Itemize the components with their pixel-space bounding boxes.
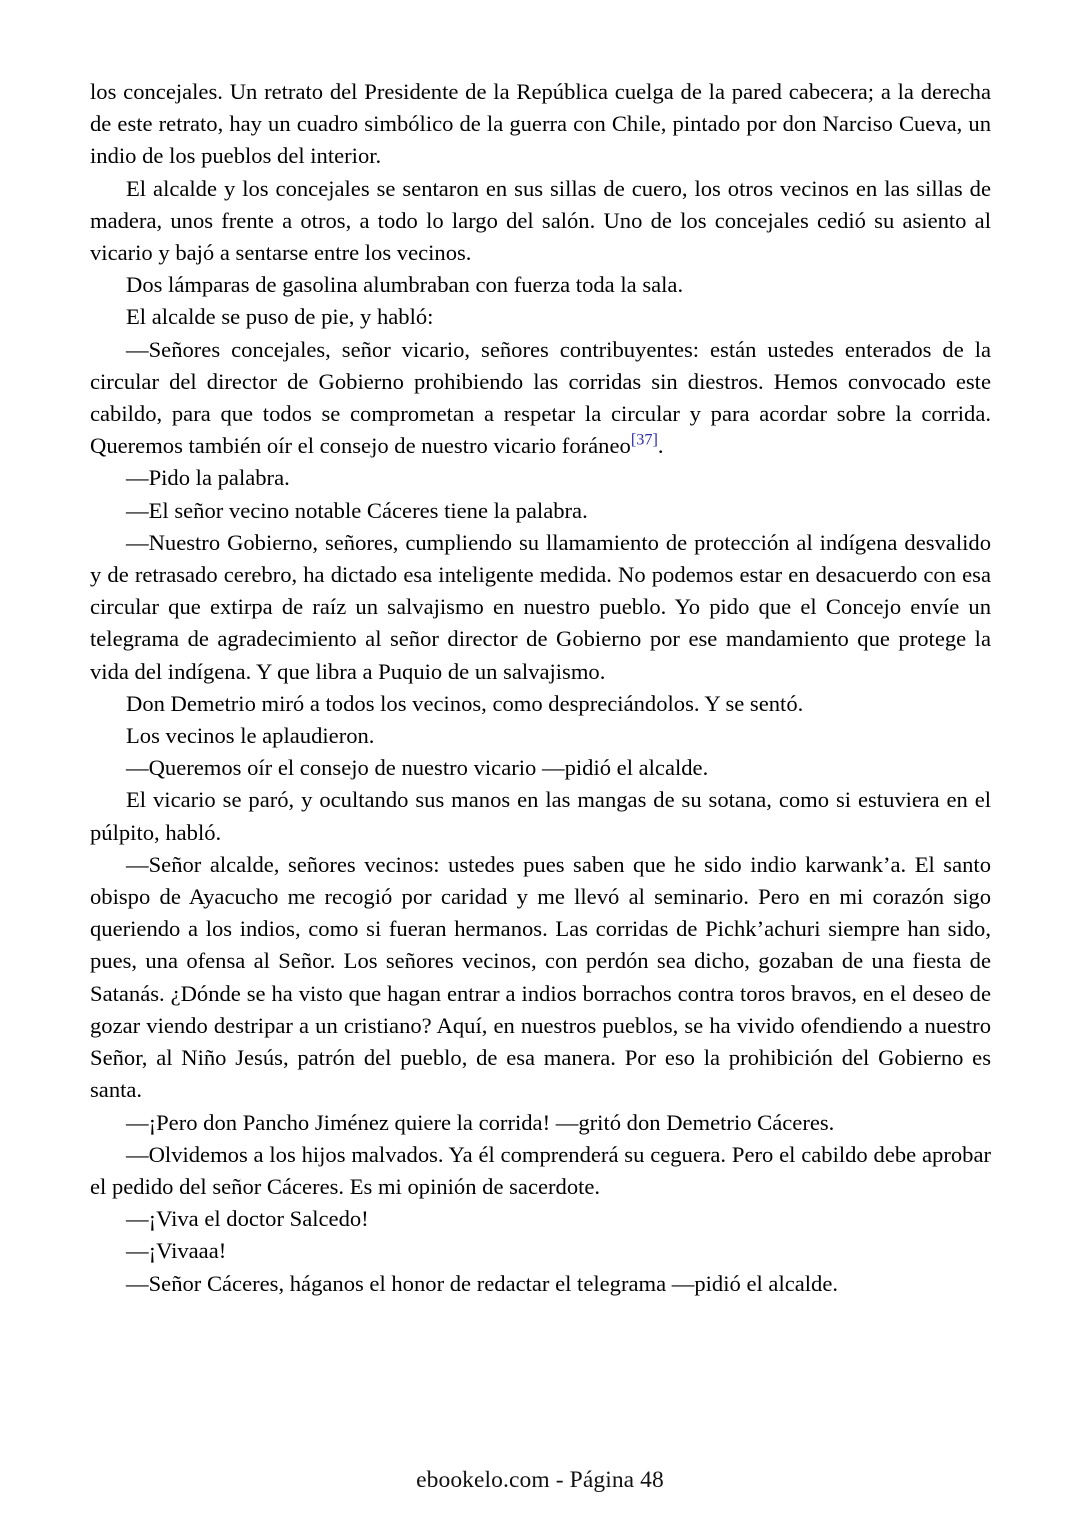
paragraph-text-tail: .: [657, 433, 664, 459]
paragraph: Dos lámparas de gasolina alumbraban con fuerza toda la sala.: [126, 272, 684, 298]
dialogue-line: —¡Pero don Pancho Jiménez quiere la corrida! —gritó don Demetrio Cáceres.: [126, 1109, 835, 1135]
dialogue-line: —Queremos oír el consejo de nuestro vicario —pidió el alcalde.: [126, 755, 709, 781]
dialogue-paragraph: —Señor alcalde, señores vecinos: ustedes pues saben que he sido indio karwank’a. El santo obispo de Ayacucho me recogió por caridad y me llevó al seminario. Pero en mi corazón sigo queriendo a los indios, como si fueran hermanos. Las corridas de Pichk’achuri siempre han sido, pues, una ofensa al Señor. Los señores vecinos, con perdón sea dicho, gozaban de una fiesta de Satanás. ¿Dónde se ha visto que hagan entrar a indios borrachos contra toros bravos, en el deseo de gozar viendo destripar a un cristiano? Aquí, en nuestros pueblos, se ha vivido ofendiendo a nuestro Señor, al Niño Jesús, patrón del pueblo, de esa manera. Por eso la prohibición del Gobierno es santa.: [90, 851, 991, 1103]
paragraph: El alcalde y los concejales se sentaron en sus sillas de cuero, los otros vecinos en las sillas de madera, unos frente a otros, a todo lo largo del salón. Uno de los concejales cedió su asiento al vicario y bajó a sentarse entre los vecinos.: [90, 175, 991, 266]
paragraph: El alcalde se puso de pie, y habló:: [126, 304, 434, 330]
dialogue-paragraph: —Nuestro Gobierno, señores, cumpliendo su llamamiento de protección al indígena desvalido y de retrasado cerebro, ha dictado esa inteligente medida. No podemos estar en desacuerdo con esa circular que extirpa de raíz un salvajismo en nuestro pueblo. Yo pido que el Concejo envíe un telegrama de agradecimiento al señor director de Gobierno por ese mandamiento que protege la vida del indígena. Y que libra a Puquio de un salvajismo.: [90, 529, 991, 684]
dialogue-line: —¡Viva el doctor Salcedo!: [126, 1206, 369, 1232]
paragraph: Don Demetrio miró a todos los vecinos, como despreciándolos. Y se sentó.: [126, 690, 804, 716]
page-footer-text: ebookelo.com - Página 48: [416, 1467, 664, 1493]
dialogue-paragraph: —Olvidemos a los hijos malvados. Ya él comprenderá su ceguera. Pero el cabildo debe aprobar el pedido del señor Cáceres. Es mi opinión de sacerdote.: [90, 1141, 991, 1199]
dialogue-line: —¡Vivaaa!: [126, 1238, 227, 1264]
paragraph-with-footnote: [90, 334, 991, 463]
paragraph-text: —Señores concejales, señor vicario, señores contribuyentes: están ustedes enterados de la circular del director de Gobierno prohibiendo las corridas sin diestros. Hemos convocado este cabildo, para que todos se comprometan a respetar la circular y para acordar sobre la corrida. Queremos también oír el consejo de nuestro vicario foráneo: [90, 336, 991, 459]
dialogue-line: —Pido la palabra.: [126, 465, 290, 491]
page-text-column: [90, 76, 991, 1300]
dialogue-line: —El señor vecino notable Cáceres tiene la palabra.: [126, 497, 588, 523]
paragraph: Los vecinos le aplaudieron.: [126, 723, 375, 749]
footnote-reference-link[interactable]: [37]: [630, 430, 658, 449]
dialogue-line: —Señor Cáceres, háganos el honor de redactar el telegrama —pidió el alcalde.: [126, 1270, 839, 1296]
paragraph: El vicario se paró, y ocultando sus manos en las mangas de su sotana, como si estuviera en el púlpito, habló.: [90, 787, 991, 845]
page-footer: [0, 1466, 1080, 1494]
paragraph: los concejales. Un retrato del Presidente de la República cuelga de la pared cabecera; a la derecha de este retrato, hay un cuadro simbólico de la guerra con Chile, pintado por don Narciso Cueva, un indio de los pueblos del interior.: [90, 79, 991, 169]
